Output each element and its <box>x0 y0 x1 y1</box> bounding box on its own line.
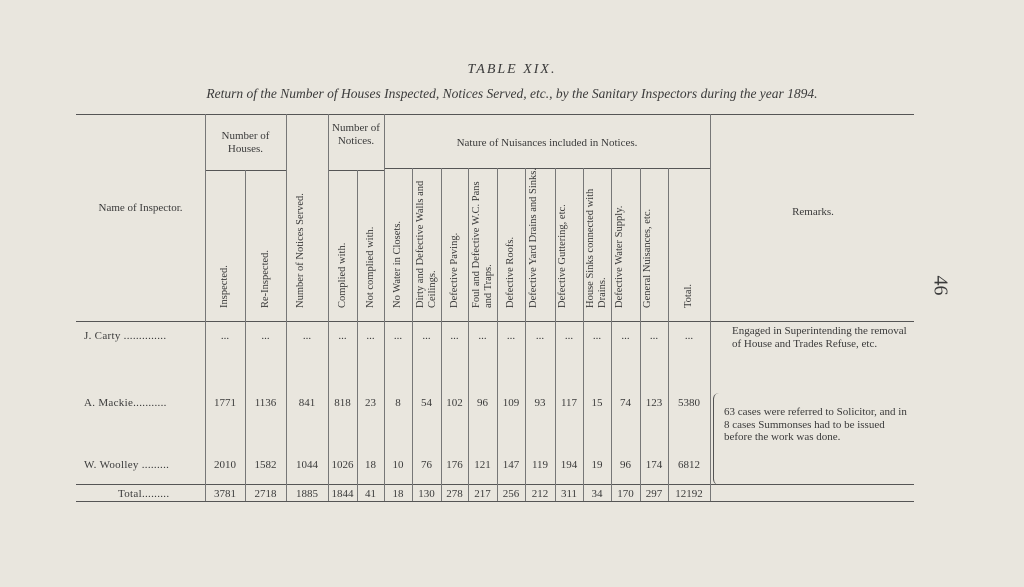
table-cell: 23 <box>365 397 376 409</box>
table-cell: 10 <box>392 459 404 471</box>
total-cell: 1844 <box>331 488 354 500</box>
table-cell: ... <box>366 330 375 342</box>
row-name-carty: J. Carty .............. <box>84 330 167 342</box>
column-header: Defective Roofs. <box>505 236 516 308</box>
table-cell: 117 <box>560 397 578 409</box>
total-cell: 278 <box>446 488 463 500</box>
bottom-rule <box>76 501 914 502</box>
header-nuisances-group: Nature of Nuisances included in Notices. <box>456 137 638 149</box>
column-rule <box>205 114 206 501</box>
total-cell: 3781 <box>214 488 236 500</box>
column-rule <box>286 114 287 501</box>
total-cell: 217 <box>474 488 491 500</box>
table-cell: 1582 <box>254 459 277 471</box>
table-cell: ... <box>393 330 403 342</box>
header-houses-group: Number of Houses. <box>221 130 270 155</box>
total-cell: 170 <box>617 488 634 500</box>
table-cell: 818 <box>334 397 351 409</box>
total-top-rule <box>76 484 914 485</box>
column-header: No Water in Closets. <box>392 220 403 308</box>
table-cell: 15 <box>591 397 603 409</box>
total-cell: 311 <box>560 488 578 500</box>
table-cell: ... <box>684 330 694 342</box>
table-cell: 19 <box>591 459 603 471</box>
column-rule <box>710 114 711 501</box>
column-header: Defective Water Supply. <box>613 205 625 308</box>
remark-carty: Engaged in Superintending the removal of House and Trades Refuse, etc. <box>732 325 907 350</box>
column-header: Defective Paving. <box>448 232 460 308</box>
column-header: General Nuisances, etc. <box>642 208 653 308</box>
table-cell: ... <box>535 330 545 342</box>
column-header: Defective Yard Drains and Sinks. <box>528 168 539 308</box>
column-header: Complied with. <box>336 242 348 308</box>
table-cell: ... <box>478 330 487 342</box>
total-cell: 130 <box>418 488 435 500</box>
table-cell: 96 <box>620 459 631 471</box>
total-cell: 2718 <box>254 488 277 500</box>
column-header: Total. <box>683 283 694 308</box>
total-cell: 212 <box>531 488 549 500</box>
header-name-of-inspector: Name of Inspector. <box>98 202 183 214</box>
table-subtitle: Return of the Number of Houses Inspected, Notices Served, etc., by the Sanitary Inspectors during the year 1894. <box>206 86 818 101</box>
table-cell: ... <box>220 330 230 342</box>
table-cell: 102 <box>446 397 463 409</box>
total-cell: 1885 <box>296 488 318 500</box>
table-cell: 96 <box>477 397 488 409</box>
column-header: Foul and Defective W.C. Pans and Traps. <box>470 181 494 308</box>
total-cell: 41 <box>365 488 376 500</box>
column-header: Re-Inspected. <box>259 249 271 308</box>
table-cell: ... <box>621 330 630 342</box>
table-cell: ... <box>261 330 270 342</box>
table-cell: ... <box>506 330 516 342</box>
table-cell: 1771 <box>214 397 236 409</box>
table-cell: 18 <box>365 459 376 471</box>
table-cell: ... <box>592 330 602 342</box>
table-cell: 194 <box>560 459 578 471</box>
table-cell: 93 <box>534 397 546 409</box>
column-rule <box>328 114 329 501</box>
table-cell: 174 <box>645 459 663 471</box>
table-cell: ... <box>564 330 574 342</box>
total-cell: 34 <box>591 488 603 500</box>
header-remarks: Remarks. <box>792 206 834 218</box>
total-cell: 12192 <box>675 488 703 500</box>
row-name-woolley: W. Woolley ......... <box>84 459 170 471</box>
column-header: Inspected. <box>219 265 230 308</box>
top-rule <box>76 114 914 115</box>
column-header: Defective Guttering, etc. <box>557 204 568 308</box>
table-cell: 109 <box>502 397 520 409</box>
table-cell: 74 <box>620 397 631 409</box>
table-cell: 1044 <box>296 459 318 471</box>
table-cell: 119 <box>531 459 549 471</box>
header-bottom-rule <box>76 321 914 322</box>
column-rule <box>384 114 385 501</box>
table-cell: 147 <box>502 459 520 471</box>
table-cell: 54 <box>421 397 432 409</box>
row-name-total: Total......... <box>118 488 170 500</box>
remark-shared: 63 cases were referred to Solicitor, and in 8 cases Summonses had to be issued before the work was done. <box>724 406 907 443</box>
table-cell: 123 <box>645 397 663 409</box>
total-cell: 256 <box>502 488 520 500</box>
table-cell: 76 <box>421 459 432 471</box>
table-cell: 6812 <box>678 459 700 471</box>
table-cell: 1136 <box>254 397 277 409</box>
column-header: Number of Notices Served. <box>295 193 306 308</box>
table-title: TABLE XIX. <box>467 62 557 77</box>
table-cell: ... <box>450 330 459 342</box>
table-cell: 2010 <box>214 459 236 471</box>
table-cell: ... <box>338 330 347 342</box>
header-notices-group: Number of Notices. <box>332 122 380 147</box>
column-header: House Sinks connected with Drains. <box>585 188 608 308</box>
table-cell: 8 <box>395 397 401 409</box>
table-cell: 841 <box>298 397 316 409</box>
total-cell: 18 <box>392 488 404 500</box>
row-name-mackie: A. Mackie........... <box>84 397 167 409</box>
table-cell: ... <box>649 330 659 342</box>
table-cell: ... <box>302 330 312 342</box>
total-cell: 297 <box>645 488 663 500</box>
column-header: Not complied with. <box>364 226 376 308</box>
table-cell: 1026 <box>331 459 354 471</box>
page-number: 46 <box>929 275 952 296</box>
table-cell: 176 <box>446 459 463 471</box>
remark-brace <box>713 393 720 485</box>
table-cell: ... <box>422 330 431 342</box>
column-header: Dirty and Defective Walls and Ceilings. <box>414 180 438 308</box>
table-cell: 121 <box>474 459 491 471</box>
table-cell: 5380 <box>678 397 700 409</box>
